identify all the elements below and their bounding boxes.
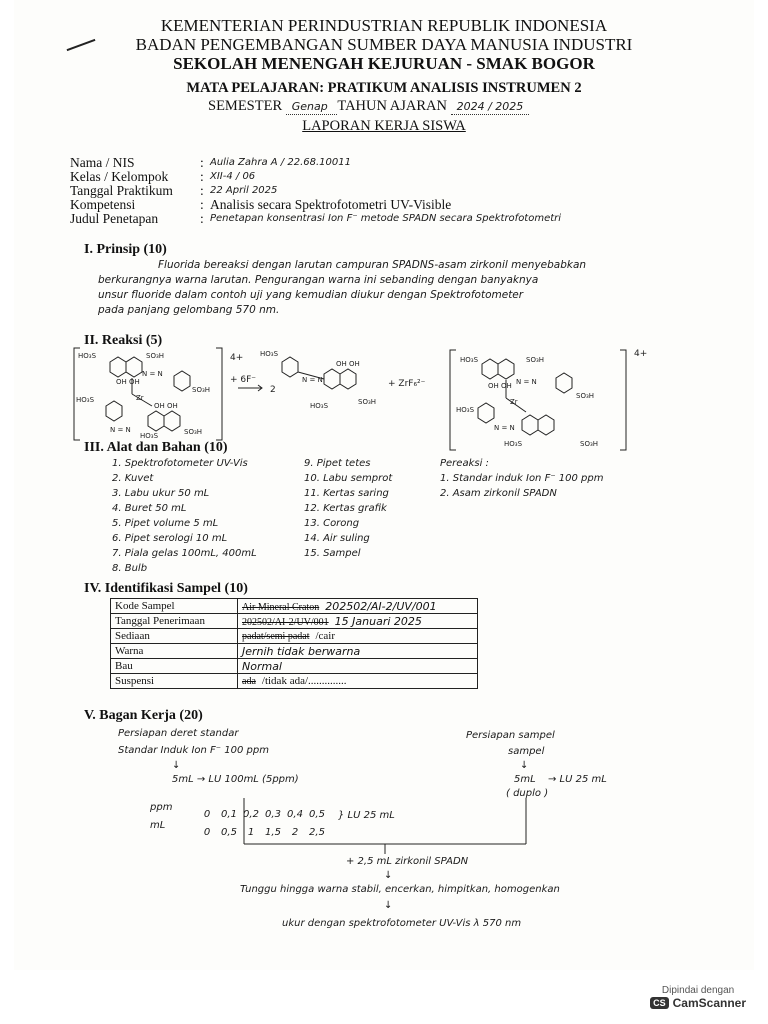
left-step: 5mL → LU 100mL (5ppm)	[172, 774, 299, 785]
identity-value: 22 April 2025	[210, 185, 278, 196]
pereaksi-column	[440, 456, 660, 501]
label-nn: N = N	[302, 376, 323, 384]
alat-item: 12. Kertas grafik	[304, 503, 387, 514]
prinsip-line: unsur fluoride dalam contoh uji yang kemudian diukur dengan Spektrofotometer	[98, 289, 524, 301]
identity-row	[70, 156, 710, 170]
label-so3h: SO₃H	[358, 398, 377, 406]
ident-value-cell	[238, 674, 478, 689]
identity-row	[70, 184, 710, 198]
identity-label: Kelas / Kelompok	[70, 169, 169, 184]
identity-row	[70, 170, 710, 184]
identity-label: Tanggal Praktikum	[70, 183, 173, 198]
ident-value: /cair	[315, 630, 336, 642]
right-duplo: ( duplo )	[506, 788, 549, 799]
ident-row	[111, 629, 478, 644]
ppm-value: 0,1	[221, 809, 237, 820]
ml-label: mL	[150, 820, 166, 831]
ident-row	[111, 674, 478, 689]
identity-value: XII-4 / 06	[210, 171, 256, 182]
year-value: 2024 / 2025	[456, 100, 524, 113]
ident-struck-text: ada	[242, 676, 256, 687]
label-so3h: SO₃H	[526, 356, 545, 364]
left-start: Standar Induk Ion F⁻ 100 ppm	[118, 745, 269, 756]
alat-column-2	[304, 456, 434, 561]
ml-value: 2	[291, 827, 299, 838]
section-reaksi-title: II. Reaksi (5)	[84, 333, 163, 348]
label-so3h: SO₃H	[192, 386, 211, 394]
ppm-label: ppm	[150, 802, 173, 813]
identity-colon: :	[200, 211, 204, 226]
label-ho3s: HO₃S	[260, 350, 279, 358]
section-prinsip-title: I. Prinsip (10)	[84, 242, 167, 257]
ident-row	[111, 599, 478, 614]
alat-item: 13. Corong	[304, 518, 360, 529]
identity-colon: :	[200, 197, 204, 212]
label-ohoh: OH OH	[488, 382, 512, 390]
right-start: sampel	[508, 746, 545, 757]
identity-row	[70, 212, 710, 226]
subject-title: MATA PELAJARAN: PRATIKUM ANALISIS INSTRUMEN 2	[186, 80, 582, 96]
ident-struck-text: padat/semi padat	[242, 631, 310, 642]
alat-item: 11. Kertas saring	[304, 488, 389, 499]
label-coef: 2	[270, 385, 276, 395]
alat-item: 14. Air suling	[304, 533, 370, 544]
left-heading: Persiapan deret standar	[118, 728, 239, 739]
right-step: 5mL	[514, 774, 536, 785]
alat-column-1	[112, 456, 292, 576]
arrow-down: ↓	[172, 760, 181, 771]
label-so3h: SO₃H	[146, 352, 165, 360]
label-zr: Zr	[136, 394, 144, 402]
section-identifikasi-title: IV. Identifikasi Sampel (10)	[84, 581, 248, 596]
label-nn: N = N	[142, 370, 163, 378]
prinsip-line: pada panjang gelombang 570 nm.	[98, 304, 280, 316]
ml-value: 2,5	[309, 827, 325, 838]
ident-value-cell	[238, 659, 478, 674]
ministry-title: KEMENTERIAN PERINDUSTRIAN REPUBLIK INDONESIA	[160, 16, 608, 35]
watermark-line1: Dipindai dengan	[661, 985, 735, 996]
label-nn: N = N	[110, 426, 131, 434]
alat-item: 2. Kuvet	[112, 473, 154, 484]
ident-key: Kode Sampel	[111, 599, 238, 614]
merge-step: + 2,5 mL zirkonil SPADN	[346, 856, 469, 867]
identity-value: Aulia Zahra A / 22.68.10011	[210, 157, 351, 168]
school-title: SEKOLAH MENENGAH KEJURUAN - SMAK BOGOR	[173, 54, 595, 73]
alat-item: 8. Bulb	[112, 563, 148, 574]
label-plus-f: + 6F⁻	[230, 375, 257, 385]
label-so3h: SO₃H	[576, 392, 595, 400]
label-nn: N = N	[516, 378, 537, 386]
alat-item: 6. Pipet serologi 10 mL	[112, 533, 228, 544]
ppm-value: 0,5	[309, 809, 325, 820]
label-ho3s: HO₃S	[78, 352, 97, 360]
ident-value-cell	[238, 629, 478, 644]
label-charge-right: 4+	[634, 349, 648, 359]
ident-value: 202502/AI-2/UV/001	[325, 599, 437, 613]
label-ho3s: HO₃S	[76, 396, 95, 404]
ident-row	[111, 644, 478, 659]
ident-key: Warna	[111, 644, 238, 659]
identity-value: Analisis secara Spektrofotometri UV-Visible	[210, 197, 452, 212]
ident-key: Tanggal Penerimaan	[111, 614, 238, 629]
ident-row	[111, 659, 478, 674]
identity-row	[70, 198, 710, 212]
ident-key: Suspensi	[111, 674, 238, 689]
arrow-down: ↓	[520, 760, 529, 771]
label-ohoh: OH OH	[116, 378, 140, 386]
alat-item: 10. Labu semprot	[304, 473, 393, 484]
semester-line	[208, 98, 529, 115]
label-ho3s: HO₃S	[310, 402, 329, 410]
label-zr: Zr	[510, 398, 518, 406]
camscanner-watermark	[650, 985, 746, 1010]
section-bagan-title: V. Bagan Kerja (20)	[84, 708, 203, 723]
arrow-down: ↓	[384, 870, 393, 881]
ident-value-cell	[238, 614, 478, 629]
identity-label: Judul Penetapan	[70, 211, 159, 226]
ident-struck-text: Air Mineral Craton	[242, 601, 320, 613]
label-charge-left: 4+	[230, 353, 244, 363]
prinsip-line: Fluorida bereaksi dengan larutan campuran SPADNS-asam zirkonil menyebabkan	[158, 259, 587, 271]
prinsip-line: berkurangnya warna larutan. Pengurangan warna ini sebanding dengan banyaknya	[98, 274, 539, 286]
identity-block	[70, 156, 710, 226]
semester-label: SEMESTER	[208, 98, 283, 114]
ppm-value: 0,4	[287, 809, 303, 820]
label-plus-zr: + ZrF₆²⁻	[388, 379, 426, 389]
identity-colon: :	[200, 169, 204, 184]
label-ho3s: HO₃S	[460, 356, 479, 364]
ident-struck-text: 202502/AI-2/UV/001	[242, 616, 329, 628]
ident-key: Sediaan	[111, 629, 238, 644]
identity-value: Penetapan konsentrasi Ion F⁻ metode SPADN secara Spektrofotometri	[210, 213, 562, 224]
step-measure: ukur dengan spektrofotometer UV-Vis λ 570 nm	[282, 918, 522, 929]
brace-lu25: } LU 25 mL	[338, 810, 395, 821]
ident-value: /tidak ada/..............	[261, 675, 347, 687]
label-ho3s: HO₃S	[504, 440, 523, 448]
agency-title: BADAN PENGEMBANGAN SUMBER DAYA MANUSIA INDUSTRI	[135, 35, 633, 54]
camscanner-logo-icon: CS	[650, 997, 669, 1009]
alat-item: 9. Pipet tetes	[304, 458, 371, 469]
label-ohoh: OH OH	[154, 402, 178, 410]
label-ohoh: OH OH	[336, 360, 360, 368]
ml-value: 0,5	[221, 827, 237, 838]
ident-row	[111, 614, 478, 629]
pereaksi-title: Pereaksi :	[440, 458, 489, 469]
ident-value-cell	[238, 644, 478, 659]
ppm-value: 0,3	[265, 809, 281, 820]
alat-item: 5. Pipet volume 5 mL	[112, 518, 219, 529]
label-so3h: SO₃H	[184, 428, 203, 436]
ident-value-cell	[238, 599, 478, 614]
semester-value: Genap	[291, 100, 328, 113]
section-alat-title: III. Alat dan Bahan (10)	[84, 440, 228, 455]
identity-colon: :	[200, 183, 204, 198]
sample-identification-table	[110, 598, 478, 689]
ident-key: Bau	[111, 659, 238, 674]
alat-item: 7. Piala gelas 100mL, 400mL	[112, 548, 257, 559]
alat-item: 4. Buret 50 mL	[112, 503, 187, 514]
right-lu: → LU 25 mL	[548, 774, 607, 785]
ml-value: 1	[247, 827, 255, 838]
ml-value: 0	[203, 827, 211, 838]
step-stabilize: Tunggu hingga warna stabil, encerkan, himpitkan, homogenkan	[240, 884, 560, 895]
pereaksi-item: 2. Asam zirkonil SPADN	[440, 488, 557, 499]
identity-label: Kompetensi	[70, 197, 136, 212]
ppm-value: 0	[203, 809, 211, 820]
ident-value: Normal	[242, 659, 282, 673]
pereaksi-item: 1. Standar induk Ion F⁻ 100 ppm	[440, 473, 604, 484]
report-title: LAPORAN KERJA SISWA	[302, 118, 466, 134]
flow-connectors	[230, 796, 540, 856]
ppm-value: 0,2	[243, 809, 259, 820]
label-ho3s: HO₃S	[140, 432, 159, 440]
alat-item: 3. Labu ukur 50 mL	[112, 488, 210, 499]
identity-colon: :	[200, 155, 204, 170]
prinsip-text	[98, 258, 658, 318]
watermark-line2: CamScanner	[672, 996, 746, 1010]
year-label: TAHUN AJARAN	[337, 98, 447, 114]
label-nn: N = N	[494, 424, 515, 432]
ident-value: 15 Januari 2025	[334, 614, 422, 628]
arrow-down: ↓	[384, 900, 393, 911]
identity-label: Nama / NIS	[70, 155, 135, 170]
lu25-label: LU 25 mL	[347, 810, 395, 821]
right-heading: Persiapan sampel	[466, 730, 555, 741]
ml-value: 1,5	[265, 827, 281, 838]
reaction-diagram	[70, 342, 670, 454]
alat-item: 1. Spektrofotometer UV-Vis	[112, 458, 248, 469]
ident-value: Jernih tidak berwarna	[242, 644, 361, 658]
label-ho3s: HO₃S	[456, 406, 475, 414]
label-so3h: SO₃H	[580, 440, 599, 448]
alat-item: 15. Sampel	[304, 548, 361, 559]
